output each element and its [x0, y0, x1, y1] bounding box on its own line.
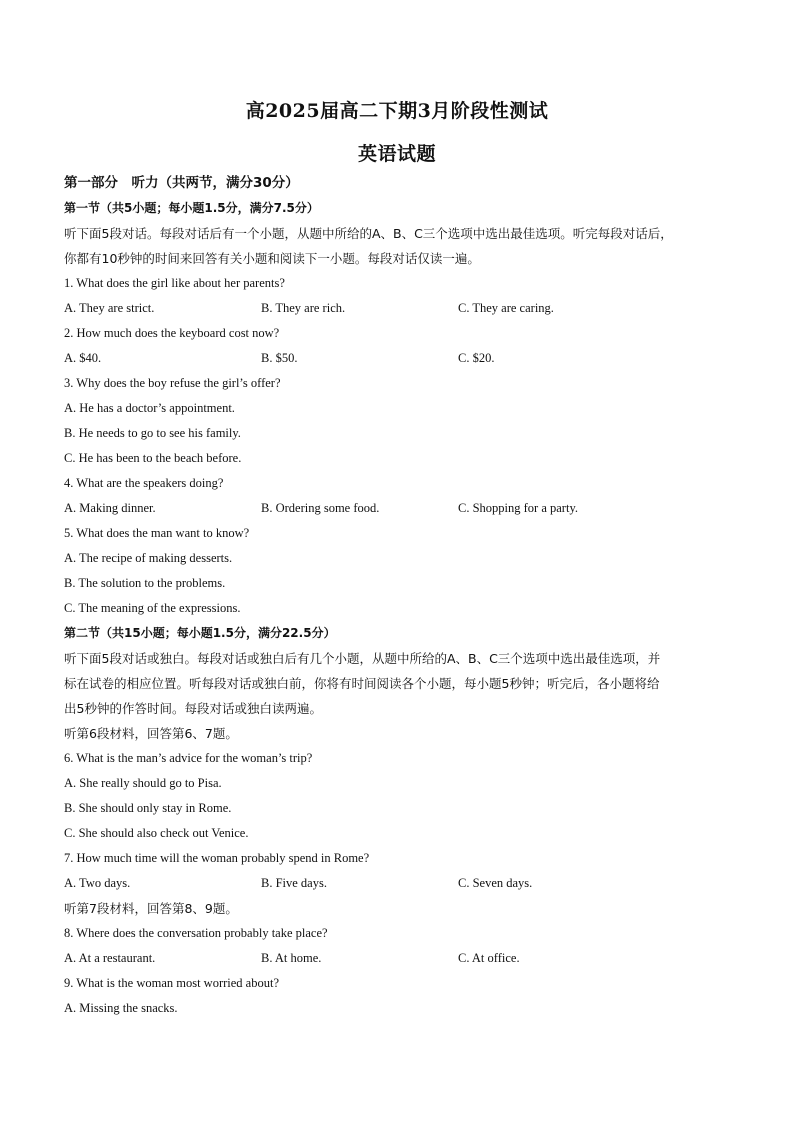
section2-directions-line2: 标在试卷的相应位置。听每段对话或独白前，你将有时间阅读各个小题，每小题5秒钟；听完后，各小题将给	[64, 676, 660, 691]
question-4-options	[64, 496, 734, 521]
question-7-option-b: B. Five days.	[261, 876, 327, 890]
question-6-option-b: B. She should only stay in Rome.	[64, 801, 232, 815]
question-7-option-c: C. Seven days.	[458, 876, 533, 890]
question-5-option-b: B. The solution to the problems.	[64, 576, 226, 590]
question-5-option-a: A. The recipe of making desserts.	[64, 551, 233, 565]
section2-directions-line3: 出5秒钟的作答时间。每段对话或独白读两遍。	[64, 701, 322, 716]
question-6-option-c: C. She should also check out Venice.	[64, 826, 249, 840]
question-1-stem: 1. What does the girl like about her parents?	[64, 276, 285, 290]
question-9-stem: 9. What is the woman most worried about?	[64, 976, 280, 990]
question-2-option-b: B. $50.	[261, 351, 298, 365]
question-7-stem: 7. How much time will the woman probably spend in Rome?	[64, 851, 370, 865]
exam-title: 高2025届高二下期3月阶段性测试	[245, 100, 549, 122]
question-8-option-b: B. At home.	[261, 951, 322, 965]
exam-content	[64, 170, 734, 1021]
question-8-options	[64, 946, 734, 971]
question-3-stem: 3. Why does the boy refuse the girl’s offer?	[64, 376, 281, 390]
question-1-option-b: B. They are rich.	[261, 301, 346, 315]
question-7-option-a: A. Two days.	[64, 876, 131, 890]
material-7-instruction: 听第7段材料，回答第8、9题。	[64, 901, 238, 916]
section1-directions-line1: 听下面5段对话。每段对话后有一个小题，从题中所给的A、B、C三个选项中选出最佳选项。听完每段对话后，	[64, 226, 673, 241]
question-8-option-c: C. At office.	[458, 951, 520, 965]
question-6-option-a: A. She really should go to Pisa.	[64, 776, 222, 790]
question-4-option-c: C. Shopping for a party.	[458, 501, 579, 515]
question-8-option-a: A. At a restaurant.	[64, 951, 156, 965]
question-1-option-c: C. They are caring.	[458, 301, 554, 315]
question-3-option-a: A. He has a doctor’s appointment.	[64, 401, 235, 415]
section2-heading: 第二节（共15小题；每小题1.5分，满分22.5分）	[64, 626, 336, 640]
question-4-stem: 4. What are the speakers doing?	[64, 476, 224, 490]
part1-heading: 第一部分 听力（共两节，满分30分）	[64, 175, 299, 191]
question-2-option-a: A. $40.	[64, 351, 102, 365]
question-5-stem: 5. What does the man want to know?	[64, 526, 250, 540]
exam-subtitle: 英语试题	[357, 143, 436, 165]
material-6-instruction: 听第6段材料，回答第6、7题。	[64, 726, 238, 741]
question-3-option-b: B. He needs to go to see his family.	[64, 426, 241, 440]
question-2-option-c: C. $20.	[458, 351, 495, 365]
question-3-option-c: C. He has been to the beach before.	[64, 451, 242, 465]
section2-directions-line1: 听下面5段对话或独白。每段对话或独白后有几个小题，从题中所给的A、B、C三个选项中选出最佳选项，并	[64, 651, 661, 666]
section1-heading: 第一节（共5小题；每小题1.5分，满分7.5分）	[64, 201, 319, 215]
question-1-options	[64, 296, 734, 321]
question-6-stem: 6. What is the man’s advice for the woman’s trip?	[64, 751, 313, 765]
question-8-stem: 8. Where does the conversation probably take place?	[64, 926, 328, 940]
question-5-option-c: C. The meaning of the expressions.	[64, 601, 241, 615]
question-4-option-a: A. Making dinner.	[64, 501, 156, 515]
question-2-stem: 2. How much does the keyboard cost now?	[64, 326, 280, 340]
question-2-options	[64, 346, 734, 371]
question-7-options	[64, 871, 734, 896]
question-9-option-a: A. Missing the snacks.	[64, 1001, 178, 1015]
question-4-option-b: B. Ordering some food.	[261, 501, 380, 515]
question-1-option-a: A. They are strict.	[64, 301, 155, 315]
section1-directions-line2: 你都有10秒钟的时间来回答有关小题和阅读下一小题。每段对话仅读一遍。	[64, 251, 480, 266]
